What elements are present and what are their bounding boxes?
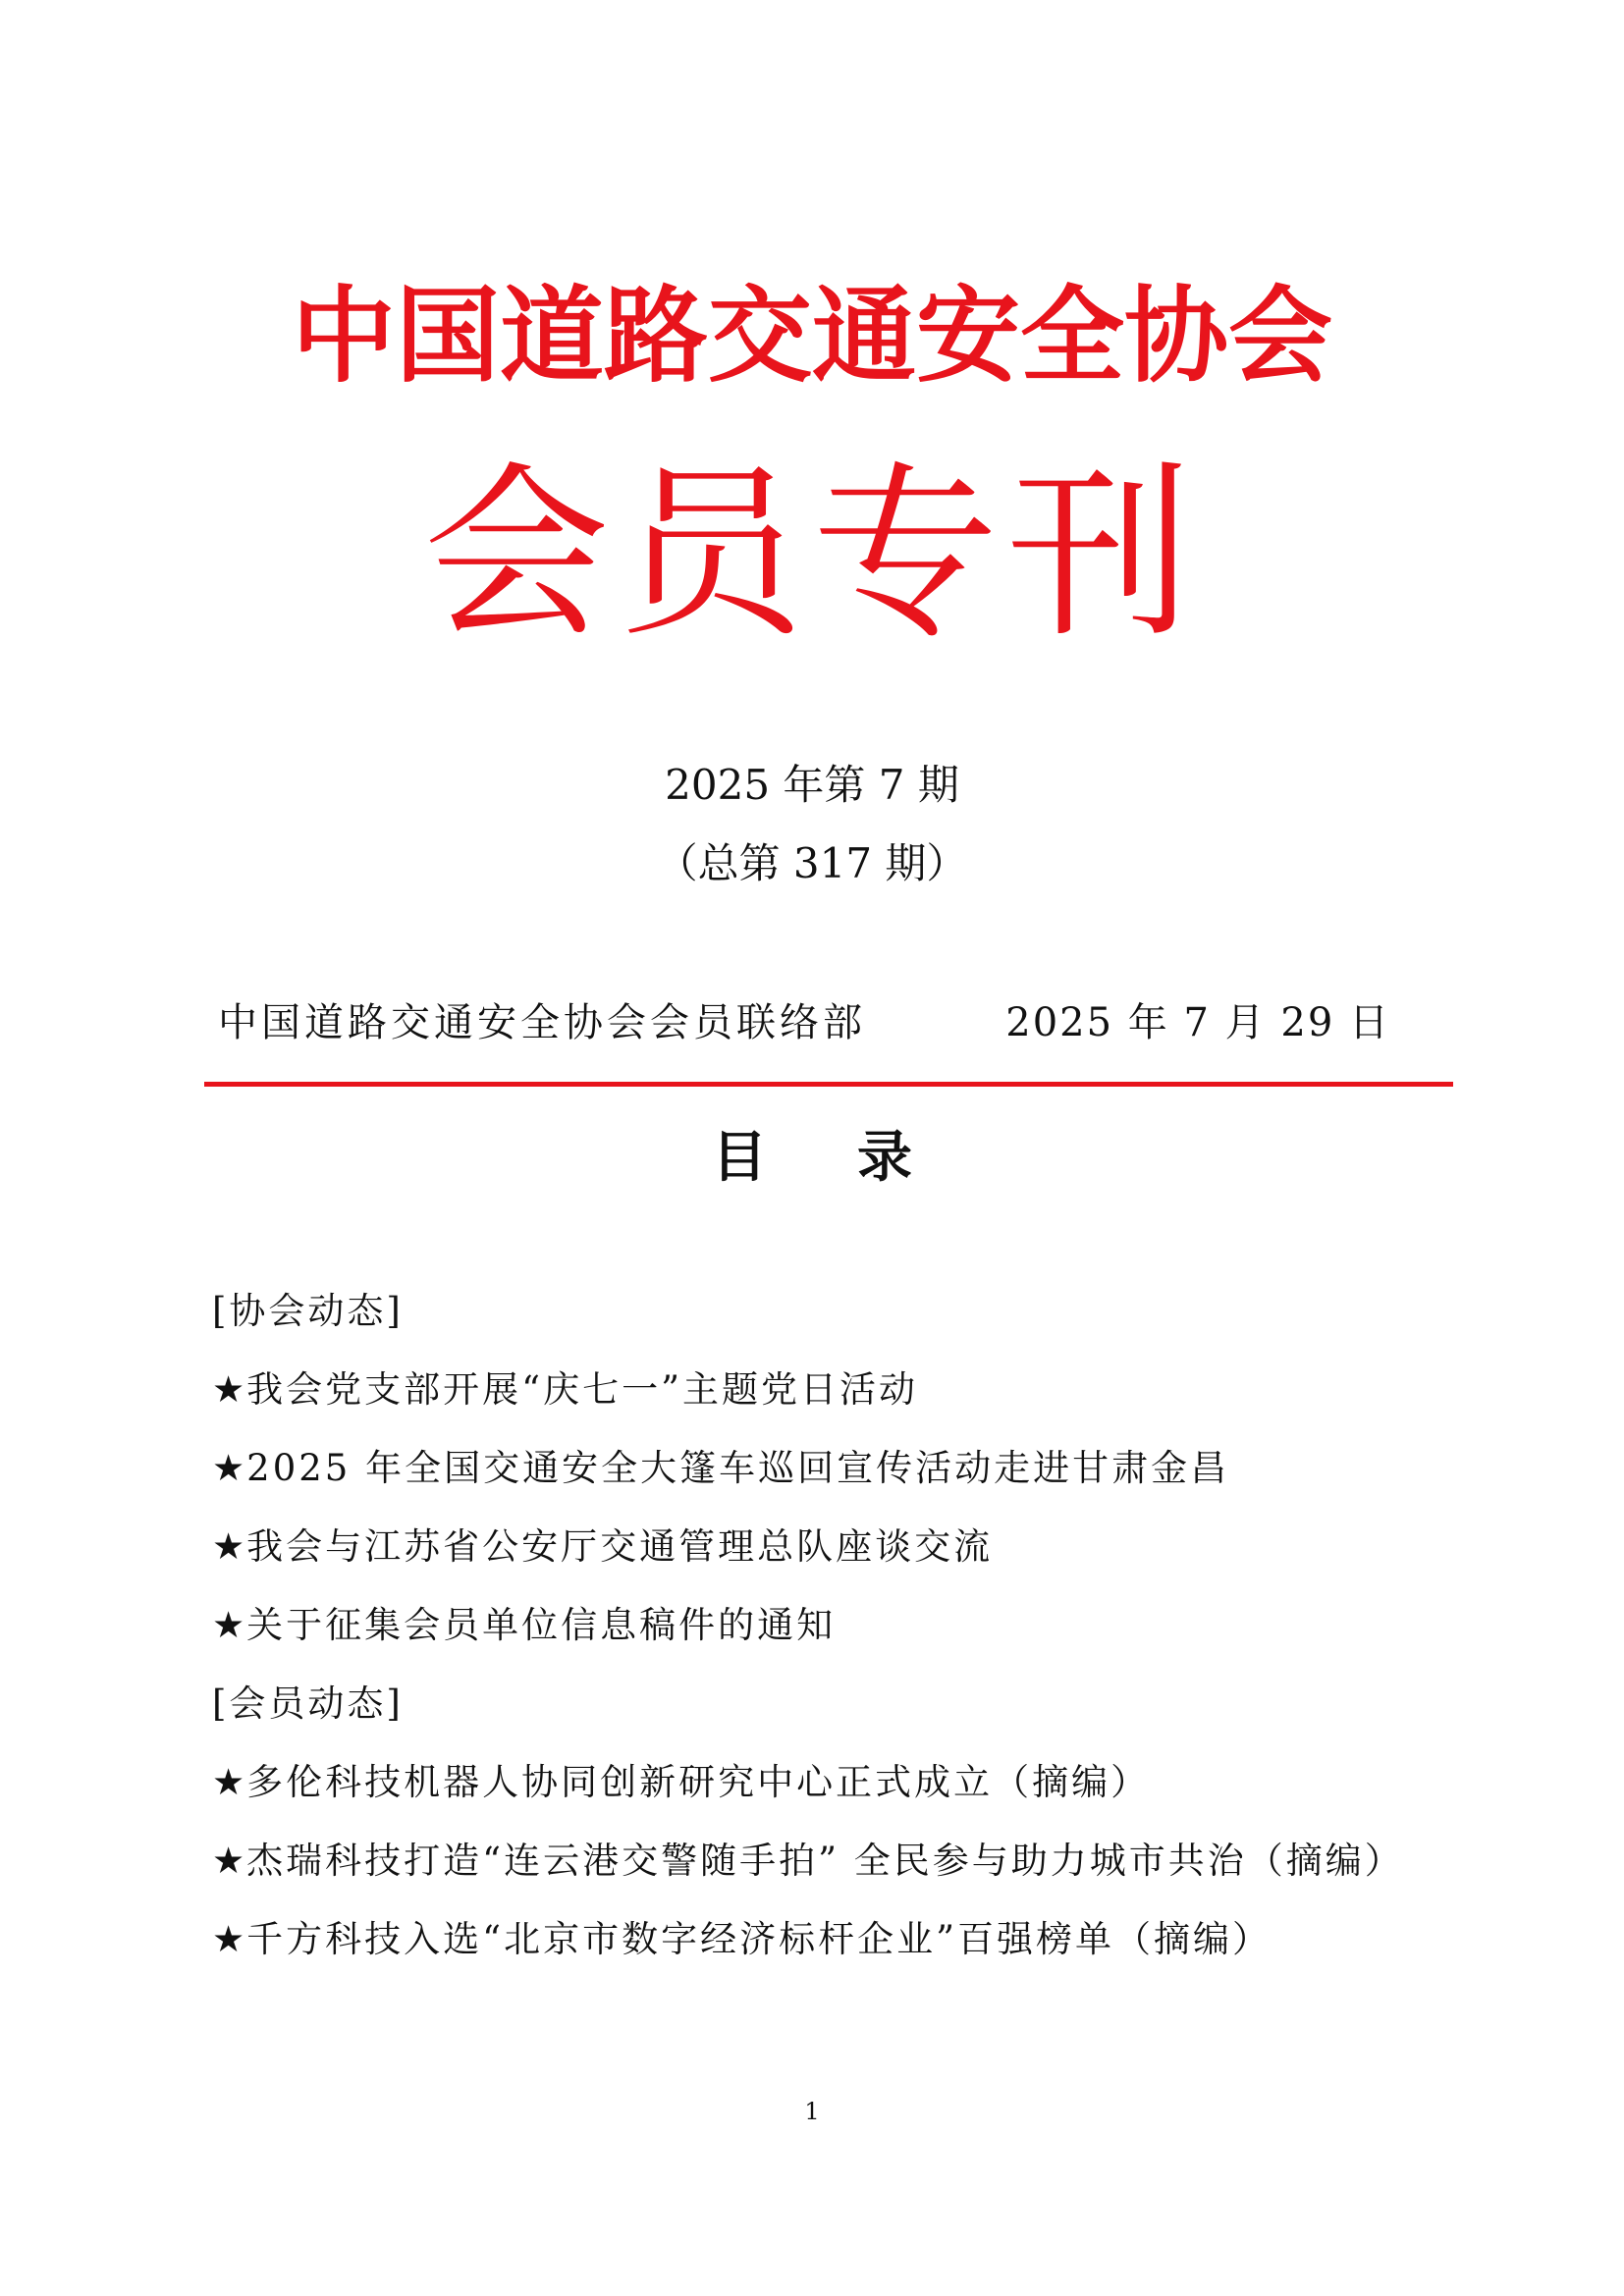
toc-section-heading xyxy=(212,1282,1449,1341)
toc-item-text: 多伦科技机器人协同创新研究中心正式成立（摘编） xyxy=(246,1761,1151,1803)
publication-title: 会员专刊 xyxy=(422,446,1201,663)
issue-number: 2025 年第 7 期 xyxy=(665,761,959,809)
toc-section-heading xyxy=(212,1675,1449,1734)
star-icon: ★ xyxy=(212,1525,245,1568)
star-icon: ★ xyxy=(212,1447,245,1489)
toc-item[interactable] xyxy=(212,1439,1449,1498)
toc-item[interactable] xyxy=(212,1832,1449,1891)
toc-title-left: 目 xyxy=(712,1126,767,1190)
red-divider-line xyxy=(204,1082,1453,1087)
star-icon: ★ xyxy=(212,1368,245,1411)
star-icon: ★ xyxy=(212,1840,245,1882)
toc-heading-text: [会员动态] xyxy=(212,1682,404,1725)
toc-heading-text: [协会动态] xyxy=(212,1290,404,1332)
publisher-department: 中国道路交通安全协会会员联络部 xyxy=(218,1000,866,1045)
toc-item[interactable] xyxy=(212,1753,1449,1812)
toc-item[interactable] xyxy=(212,1596,1449,1655)
toc-item-text: 杰瑞科技打造“连云港交警随手拍” 全民参与助力城市共治（摘编） xyxy=(246,1840,1404,1882)
toc-title-right: 录 xyxy=(857,1126,912,1190)
publish-date: 2025 年 7 月 29 日 xyxy=(1005,1000,1390,1045)
toc-item-text: 2025 年全国交通安全大篷车巡回宣传活动走进甘肃金昌 xyxy=(246,1447,1230,1489)
toc-item[interactable] xyxy=(212,1518,1449,1576)
toc-item-text: 我会与江苏省公安厅交通管理总队座谈交流 xyxy=(246,1525,994,1568)
organization-title: 中国道路交通安全协会 xyxy=(292,276,1332,397)
toc-title xyxy=(0,1119,1624,1198)
issue-total-number: （总第 317 期） xyxy=(656,839,968,887)
star-icon: ★ xyxy=(212,1918,245,1960)
toc-item-text: 我会党支部开展“庆七一”主题党日活动 xyxy=(246,1368,919,1411)
toc-item-text: 千方科技入选“北京市数字经济标杆企业”百强榜单（摘编） xyxy=(246,1918,1272,1960)
star-icon: ★ xyxy=(212,1761,245,1803)
toc-item-text: 关于征集会员单位信息稿件的通知 xyxy=(246,1604,837,1646)
toc-item[interactable] xyxy=(212,1361,1449,1419)
page-number: 1 xyxy=(804,2098,820,2125)
table-of-contents xyxy=(212,1282,1449,1989)
toc-item[interactable] xyxy=(212,1910,1449,1969)
star-icon: ★ xyxy=(212,1604,245,1646)
